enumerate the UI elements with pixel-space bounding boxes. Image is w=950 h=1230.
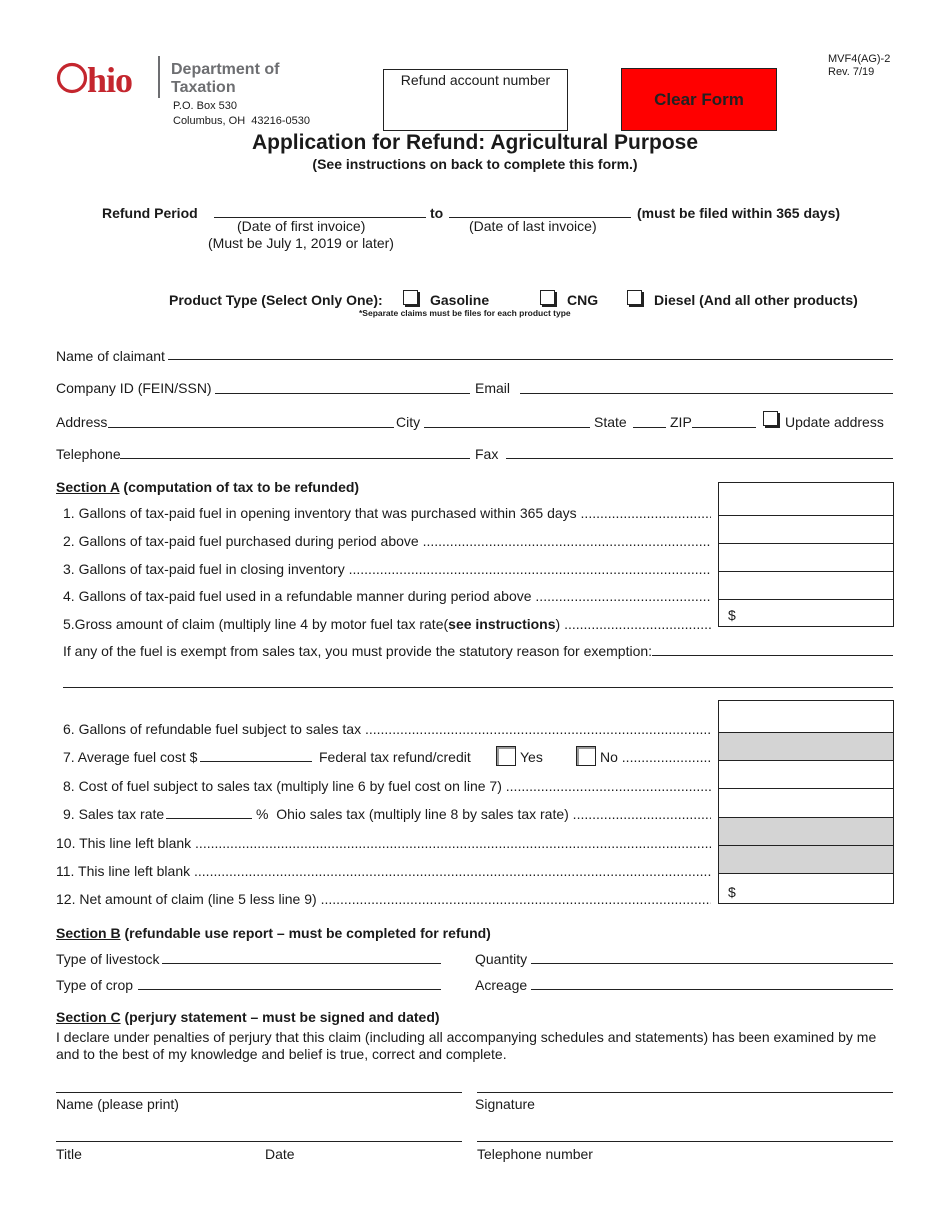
livestock-label: Type of livestock <box>56 951 160 967</box>
gasoline-label: Gasoline <box>430 292 490 308</box>
city-field[interactable] <box>424 427 590 428</box>
exemption-reason-field-1[interactable] <box>652 655 893 656</box>
line5-amount-field[interactable] <box>718 599 894 627</box>
quantity-label: Quantity <box>475 951 528 967</box>
date-label: Date <box>265 1146 295 1162</box>
state-label: State <box>594 414 627 430</box>
line1-label: 1. Gallons of tax-paid fuel in opening inventory that was purchased within 365 days <box>63 505 577 521</box>
section-b-title: Section B <box>56 925 121 941</box>
email-field[interactable] <box>520 393 893 394</box>
line7-shaded-cell <box>718 732 894 761</box>
line8-amount-field[interactable] <box>718 760 894 789</box>
crop-label: Type of crop <box>56 977 134 993</box>
claimant-name-label: Name of claimant <box>56 348 165 364</box>
exemption-reason-text: If any of the fuel is exempt from sales tax, you must provide the statutory reason for exemption: <box>63 643 653 659</box>
product-type-label: Product Type (Select Only One): <box>169 292 383 308</box>
line12-label: 12. Net amount of claim (line 5 less line 9) <box>56 891 317 907</box>
line5-see-instructions: see instructions <box>448 616 556 632</box>
section-a-heading <box>56 479 359 495</box>
crop-field[interactable] <box>138 989 441 990</box>
last-invoice-caption: (Date of last invoice) <box>469 218 597 234</box>
form-revision: Rev. 7/19 <box>828 66 875 78</box>
line4-label: 4. Gallons of tax-paid fuel used in a refundable manner during period above <box>63 588 532 604</box>
company-id-label: Company ID (FEIN/SSN) <box>56 380 212 396</box>
line12-currency: $ <box>728 884 736 900</box>
livestock-field[interactable] <box>162 963 441 964</box>
acreage-field[interactable] <box>531 989 893 990</box>
state-field[interactable] <box>633 427 666 428</box>
signature-field[interactable] <box>477 1092 893 1093</box>
form-number-code: MVF4(AG)-2 <box>828 53 891 65</box>
refund-account-number-field[interactable] <box>383 69 568 131</box>
federal-no-text <box>600 749 711 765</box>
line7-label: 7. Average fuel cost $ <box>63 749 198 765</box>
line6-text <box>63 721 711 737</box>
line12-amount-field[interactable] <box>718 873 894 904</box>
line4-text <box>63 588 711 604</box>
clear-form-label: Clear Form <box>654 89 744 109</box>
cng-label: CNG <box>567 292 599 308</box>
zip-field[interactable] <box>692 427 756 428</box>
section-c-title: Section C <box>56 1009 121 1025</box>
federal-no-checkbox[interactable] <box>576 746 596 766</box>
average-fuel-cost-field[interactable] <box>200 761 312 762</box>
title-date-field[interactable] <box>56 1141 462 1142</box>
line9-label-rest: % Ohio sales tax (multiply line 8 by sales tax rate) <box>256 806 569 822</box>
refund-period-label: Refund Period <box>102 205 198 221</box>
clear-form-button[interactable] <box>621 68 777 131</box>
line2-amount-field[interactable] <box>718 515 894 544</box>
diesel-checkbox[interactable] <box>627 290 642 305</box>
line8-label: 8. Cost of fuel subject to sales tax (multiply line 6 by fuel cost on line 7) <box>63 778 502 794</box>
line10-label: 10. This line left blank <box>56 835 192 851</box>
department-line1: Department of <box>171 61 280 78</box>
fax-label: Fax <box>475 446 499 462</box>
ohio-logo-hio: hio <box>87 60 133 100</box>
line9-amount-field[interactable] <box>718 788 894 818</box>
line12-text <box>56 891 711 907</box>
update-address-label: Update address <box>785 414 884 430</box>
logo-divider <box>158 56 160 98</box>
refund-period-to: to <box>430 205 444 221</box>
department-line2: Taxation <box>171 79 236 96</box>
line6-label: 6. Gallons of refundable fuel subject to sales tax <box>63 721 362 737</box>
line5-text <box>63 616 711 632</box>
exemption-reason-field-2[interactable] <box>63 687 893 688</box>
sales-tax-rate-field[interactable] <box>166 818 252 819</box>
page-subtitle: (See instructions on back to complete this form.) <box>312 156 638 172</box>
claimant-name-field[interactable] <box>168 359 893 360</box>
section-a-title: Section A <box>56 479 120 495</box>
line11-text <box>56 863 711 879</box>
line3-amount-field[interactable] <box>718 543 894 572</box>
address-line2: Columbus, OH 43216-0530 <box>173 115 310 127</box>
federal-yes-label: Yes <box>520 749 543 765</box>
section-b-heading <box>56 925 491 941</box>
line4-amount-field[interactable] <box>718 571 894 600</box>
address-label: Address <box>56 414 108 430</box>
line9-label: 9. Sales tax rate <box>63 806 165 822</box>
department-address <box>173 99 310 129</box>
telephone-number-field[interactable] <box>477 1141 893 1142</box>
line5-currency: $ <box>728 607 736 623</box>
print-name-field[interactable] <box>56 1092 462 1093</box>
section-c-heading <box>56 1009 440 1025</box>
line10-shaded-cell <box>718 817 894 846</box>
fax-field[interactable] <box>506 458 893 459</box>
federal-yes-checkbox[interactable] <box>496 746 516 766</box>
product-type-note: *Separate claims must be files for each product type <box>359 308 571 318</box>
diesel-label: Diesel (And all other products) <box>654 292 858 308</box>
line8-text <box>63 778 711 794</box>
line2-text <box>63 533 711 549</box>
line3-text <box>63 561 711 577</box>
telephone-label: Telephone <box>56 446 121 462</box>
line3-label: 3. Gallons of tax-paid fuel in closing inventory <box>63 561 345 577</box>
refund-period-deadline: (must be filed within 365 days) <box>637 205 841 221</box>
refund-account-number-label: Refund account number <box>400 72 551 88</box>
update-address-checkbox[interactable] <box>763 411 778 426</box>
line5-label: 5.Gross amount of claim (multiply line 4 by motor fuel tax rate( <box>63 616 449 632</box>
signature-label: Signature <box>475 1096 535 1112</box>
acreage-label: Acreage <box>475 977 528 993</box>
zip-label: ZIP <box>670 414 692 430</box>
gasoline-checkbox[interactable] <box>403 290 418 305</box>
section-c-title-rest: (perjury statement – must be signed and dated) <box>120 1009 440 1025</box>
city-label: City <box>396 414 421 430</box>
federal-no-label: No <box>600 749 618 765</box>
print-name-label: Name (please print) <box>56 1096 179 1112</box>
cng-checkbox[interactable] <box>540 290 555 305</box>
first-invoice-note: (Must be July 1, 2019 or later) <box>208 235 394 251</box>
line11-label: 11. This line left blank <box>56 863 191 879</box>
line1-text <box>63 505 711 521</box>
line5-label-close: ) <box>555 616 561 632</box>
federal-tax-label: Federal tax refund/credit <box>319 749 471 765</box>
line9-text <box>256 806 711 822</box>
company-id-field[interactable] <box>215 393 470 394</box>
form-number <box>828 53 890 79</box>
line10-text <box>56 835 711 851</box>
line2-label: 2. Gallons of tax-paid fuel purchased during period above <box>63 533 419 549</box>
telephone-number-label: Telephone number <box>477 1146 593 1162</box>
first-invoice-caption: (Date of first invoice) <box>237 218 366 234</box>
address-line1: P.O. Box 530 <box>173 100 238 112</box>
line1-amount-field[interactable] <box>718 482 894 516</box>
line11-shaded-cell <box>718 845 894 874</box>
perjury-declaration: I declare under penalties of perjury that this claim (including all accompanying schedules and statements) has been examined by me and to the best of my knowledge and belief is true, correct and complete. <box>56 1029 877 1062</box>
address-field[interactable] <box>108 427 394 428</box>
telephone-field[interactable] <box>120 458 470 459</box>
title-label: Title <box>56 1146 82 1162</box>
section-b-title-rest: (refundable use report – must be completed for refund) <box>120 925 491 941</box>
department-name <box>171 61 279 97</box>
email-label: Email <box>475 380 511 396</box>
quantity-field[interactable] <box>531 963 893 964</box>
section-a-title-rest: (computation of tax to be refunded) <box>119 479 360 495</box>
line6-amount-field[interactable] <box>718 700 894 733</box>
page-title: Application for Refund: Agricultural Purpose <box>251 131 699 154</box>
